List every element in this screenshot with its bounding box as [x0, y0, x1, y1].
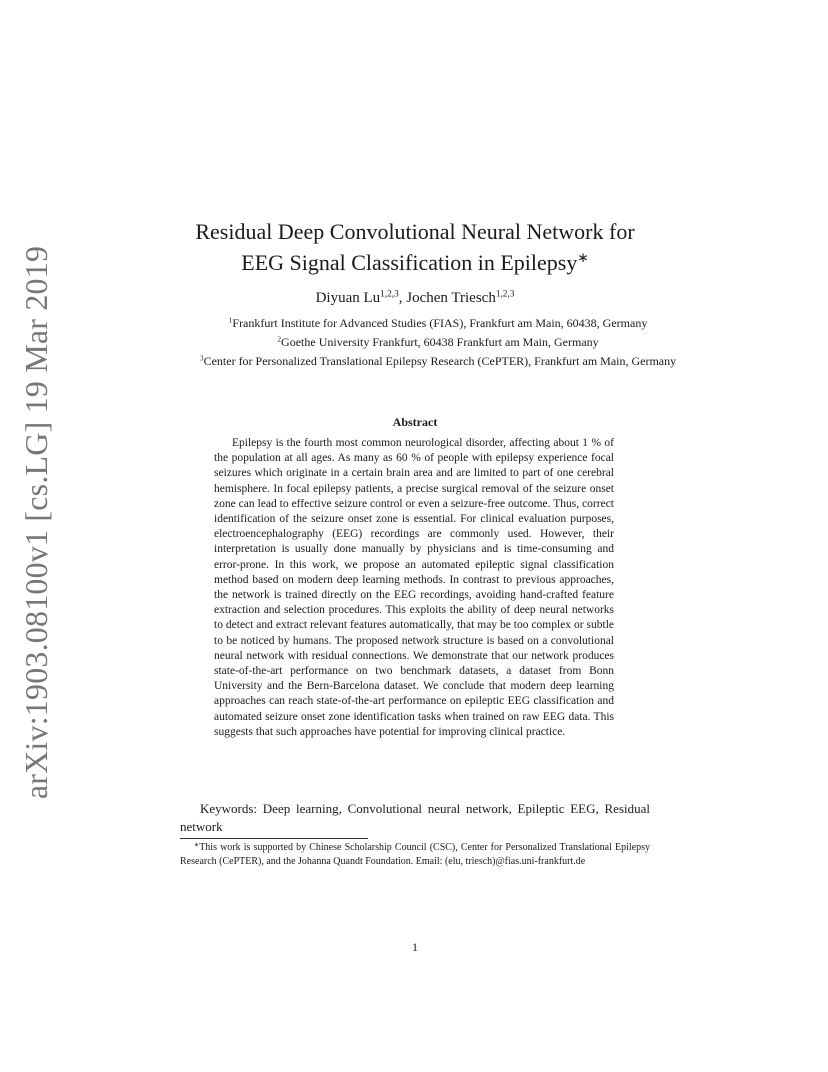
author-separator: , — [398, 290, 407, 306]
author-name: Jochen Triesch — [406, 290, 496, 306]
footnote-divider — [180, 838, 368, 839]
title-line-1: Residual Deep Convolutional Neural Network for — [195, 219, 635, 244]
affiliation-text: Frankfurt Institute for Advanced Studies (FIAS), Frankfurt am Main, 60438, Germany — [232, 316, 648, 330]
affiliation-text: Center for Personalized Translational Epilepsy Research (CePTER), Frankfurt am Main, Germany — [203, 354, 677, 368]
affiliation-item — [140, 352, 736, 371]
footnote — [180, 841, 650, 869]
title-footnote-mark: ∗ — [577, 249, 589, 265]
arxiv-side-stamp — [16, 245, 58, 799]
author-name: Diyuan Lu — [315, 290, 381, 306]
author-list — [180, 290, 650, 307]
footnote-mark: ∗ — [194, 841, 200, 849]
affiliation-list — [140, 314, 736, 371]
keywords: Keywords: Deep learning, Convolutional neural network, Epileptic EEG, Residual network — [180, 801, 650, 834]
affiliation-text: Goethe University Frankfurt, 60438 Frankfurt am Main, Germany — [281, 335, 599, 349]
arxiv-identifier: arXiv:1903.08100v1 [cs.LG] 19 Mar 2019 — [18, 245, 55, 799]
paper-title — [180, 216, 650, 278]
page-number: 1 — [412, 940, 418, 954]
affiliation-item — [140, 314, 736, 333]
abstract-body: Epilepsy is the fourth most common neurological disorder, affecting about 1 % of the population at all ages. As many as 60 % of people with epilepsy experience focal seizures which originate in a certain brain area and are limited to part of one cerebral hemisphere. In focal epilepsy patients, a precise surgical removal of the seizure onset zone can lead to effective seizure control or even a seizure-free outcome. Thus, correct identification of the seizure onset zone is essential. For clinical evaluation purposes, electroencephalography (EEG) recordings are commonly used. However, their interpretation is usually done manually by physicians and is time-consuming and error-prone. In this work, we propose an automated epileptic signal classification method based on modern deep learning methods. In contrast to previous approaches, the network is trained directly on the EEG recordings, avoiding hand-crafted feature extraction and selection procedures. This exploits the ability of deep neural networks to detect and extract relevant features automatically, that may be too complex or subtle to be noticed by humans. The proposed network structure is based on a convolutional neural network with residual connections. We demonstrate that our network produces state-of-the-art performance on two benchmark datasets, a dataset from Bonn University and the Bern-Barcelona dataset. We conclude that modern deep learning approaches can reach state-of-the-art performance on epileptic EEG classification and automated seizure onset zone identification tasks when trained on raw EEG data. This suggests that such approaches have potential for improving clinical practice. — [214, 437, 614, 738]
title-line-2 — [180, 247, 650, 278]
footnote-text: This work is supported by Chinese Scholarship Council (CSC), Center for Personalized Translational Epilepsy Research (CePTER), and the Johanna Quandt Foundation. Email: (elu, triesch)@fias.uni-frankfurt.de — [180, 842, 650, 867]
affiliation-mark: 3 — [199, 353, 204, 363]
author-affiliation-marks: 1,2,3 — [380, 289, 399, 300]
abstract-heading: Abstract — [392, 415, 438, 429]
author-affiliation-marks: 1,2,3 — [495, 289, 515, 300]
affiliation-mark: 1 — [228, 315, 233, 325]
affiliation-mark: 2 — [277, 334, 282, 344]
title-line-2-text: EEG Signal Classification in Epilepsy — [241, 250, 578, 275]
affiliation-item — [140, 333, 736, 352]
